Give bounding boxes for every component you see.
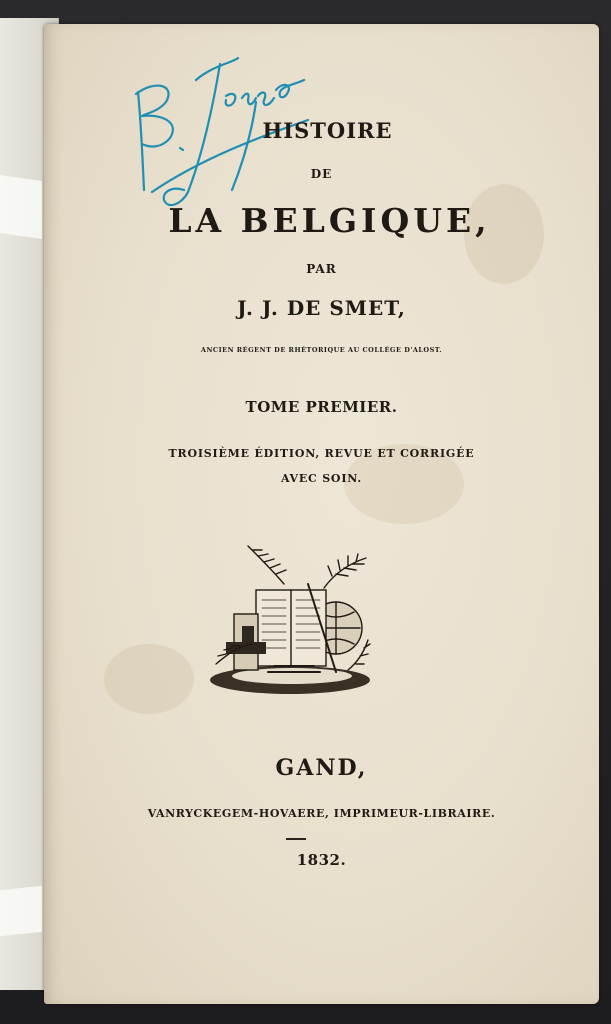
edition-line-2: AVEC SOIN. [280,472,363,485]
author-name: J. J. DE SMET, [237,296,406,320]
author-description: ANCIEN RÉGENT DE RHÉTORIQUE AU COLLÉGE D'ALOST. [200,346,443,354]
imprint-year: 1832. [296,851,347,869]
imprint-printer: VANRYCKEGEM-HOVAERE, IMPRIMEUR-LIBRAIRE. [147,807,496,820]
imprint-rule [286,838,306,840]
title-line-1: HISTOIRE [262,118,393,143]
byline-par: PAR [306,262,337,276]
books-globe-laurel-engraving-icon [208,544,378,704]
title-page [44,24,599,1004]
edition-line-1: TROISIÈME ÉDITION, REVUE ET CORRIGÉE [168,447,475,460]
foxing-spot [104,644,194,714]
title-connector: DE [310,167,333,181]
imprint-city: GAND, [275,755,368,781]
repair-tape [0,175,42,239]
title-line-2: LA BELGIQUE, [168,201,491,240]
volume-label: TOME PREMIER. [245,398,398,416]
repair-tape [0,886,42,936]
